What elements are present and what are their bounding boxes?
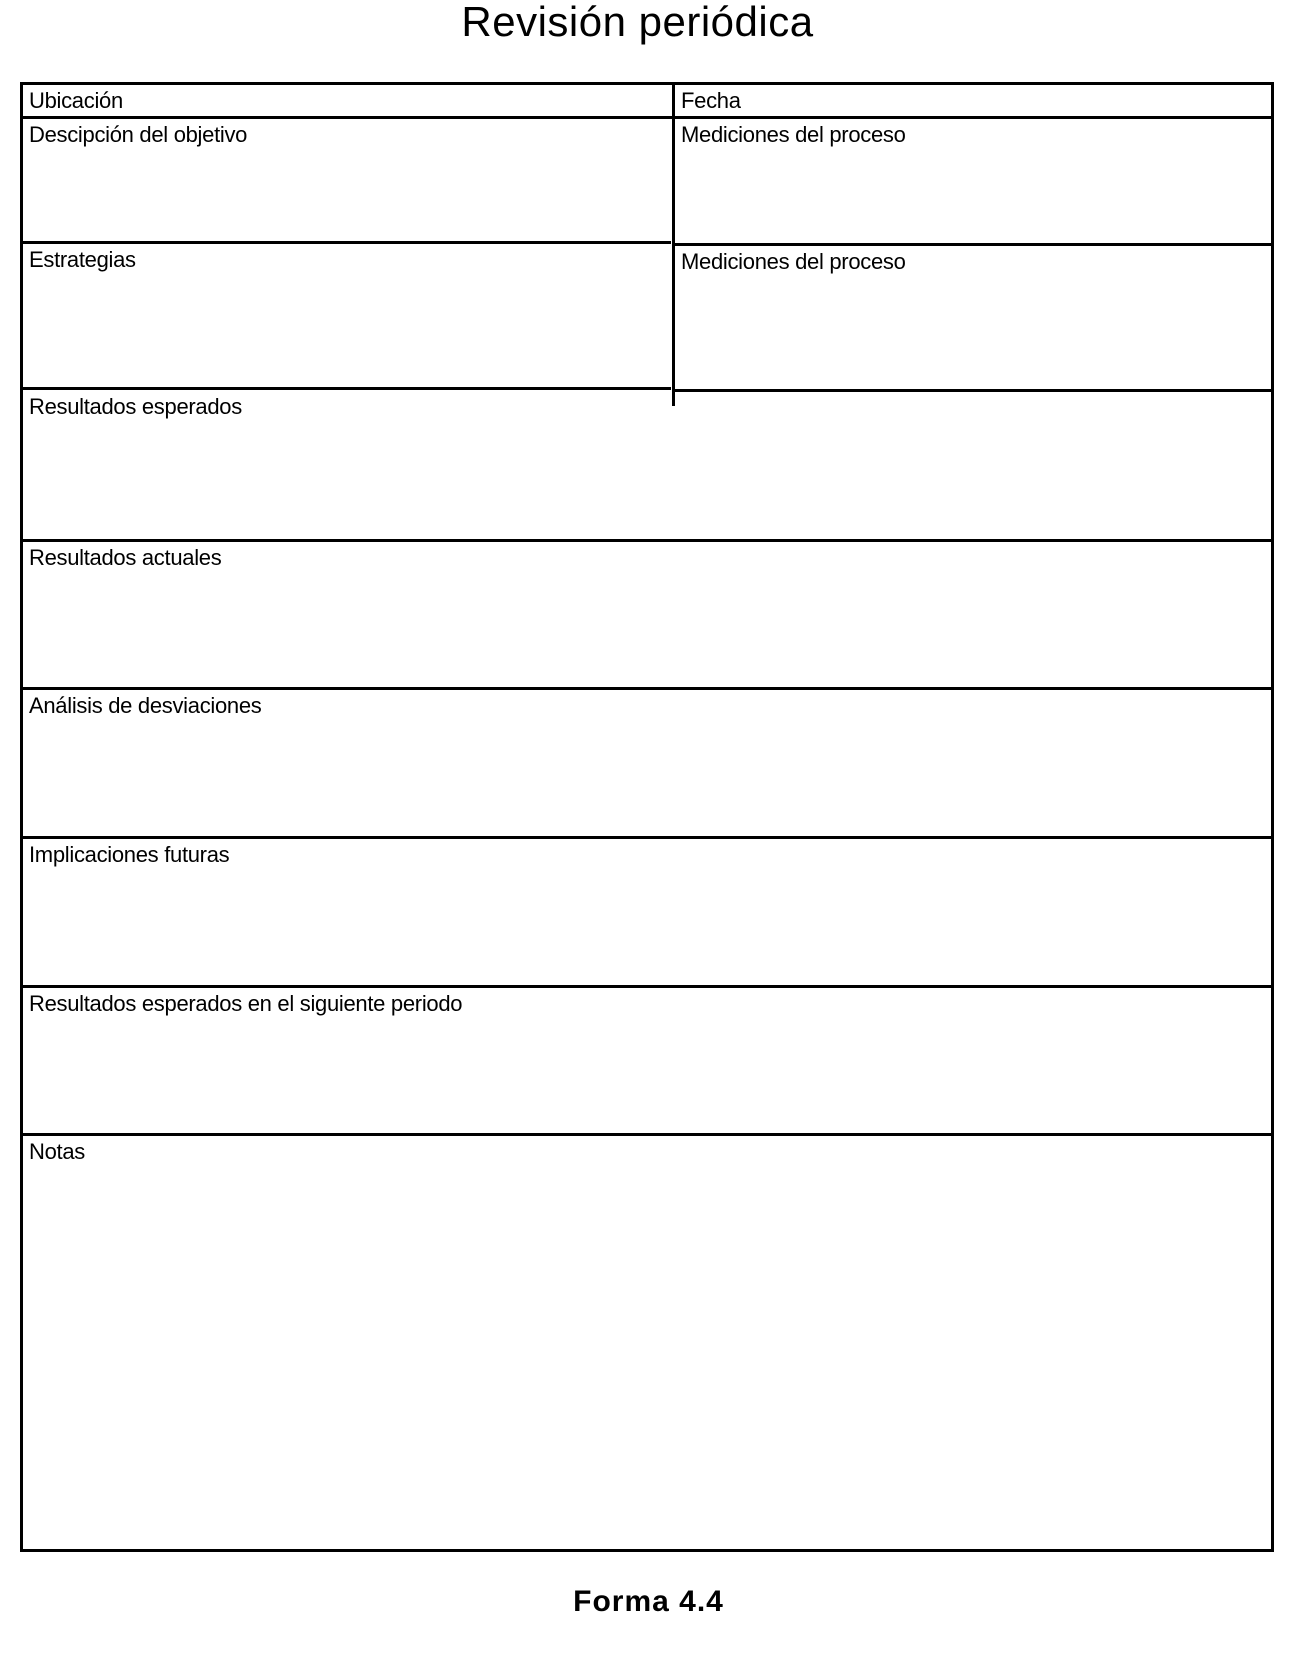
current-results-field[interactable]: [23, 542, 1271, 689]
future-implications-field[interactable]: [23, 839, 1271, 986]
expected-results-label: Resultados esperados: [29, 394, 242, 419]
row-divider: [23, 387, 671, 390]
objective-field[interactable]: [23, 119, 673, 241]
next-period-results-field[interactable]: [23, 988, 1271, 1135]
review-form: [20, 82, 1274, 1552]
date-field[interactable]: [675, 85, 1271, 117]
form-caption: Forma 4.4: [573, 1585, 724, 1618]
current-results-label: Resultados actuales: [29, 545, 222, 570]
process-measurements-field-2[interactable]: [675, 246, 1271, 390]
future-implications-label: Implicaciones futuras: [29, 842, 230, 867]
deviation-analysis-field[interactable]: [23, 690, 1271, 837]
process-measurements-field-1[interactable]: [675, 119, 1271, 243]
notes-label: Notas: [29, 1139, 85, 1164]
expected-results-field[interactable]: [23, 391, 1271, 539]
page-title: Revisión periódica: [461, 0, 814, 45]
objective-label: Descipción del objetivo: [29, 122, 248, 147]
process-measurements-label-2: Mediciones del proceso: [681, 249, 906, 274]
strategies-label: Estrategias: [29, 247, 136, 272]
process-measurements-label-1: Mediciones del proceso: [681, 122, 906, 147]
date-label: Fecha: [681, 88, 741, 113]
next-period-results-label: Resultados esperados en el siguiente periodo: [29, 991, 463, 1016]
location-label: Ubicación: [29, 88, 123, 113]
location-field[interactable]: [23, 85, 673, 117]
strategies-field[interactable]: [23, 244, 673, 388]
notes-field[interactable]: [23, 1136, 1271, 1549]
deviation-analysis-label: Análisis de desviaciones: [29, 693, 262, 718]
